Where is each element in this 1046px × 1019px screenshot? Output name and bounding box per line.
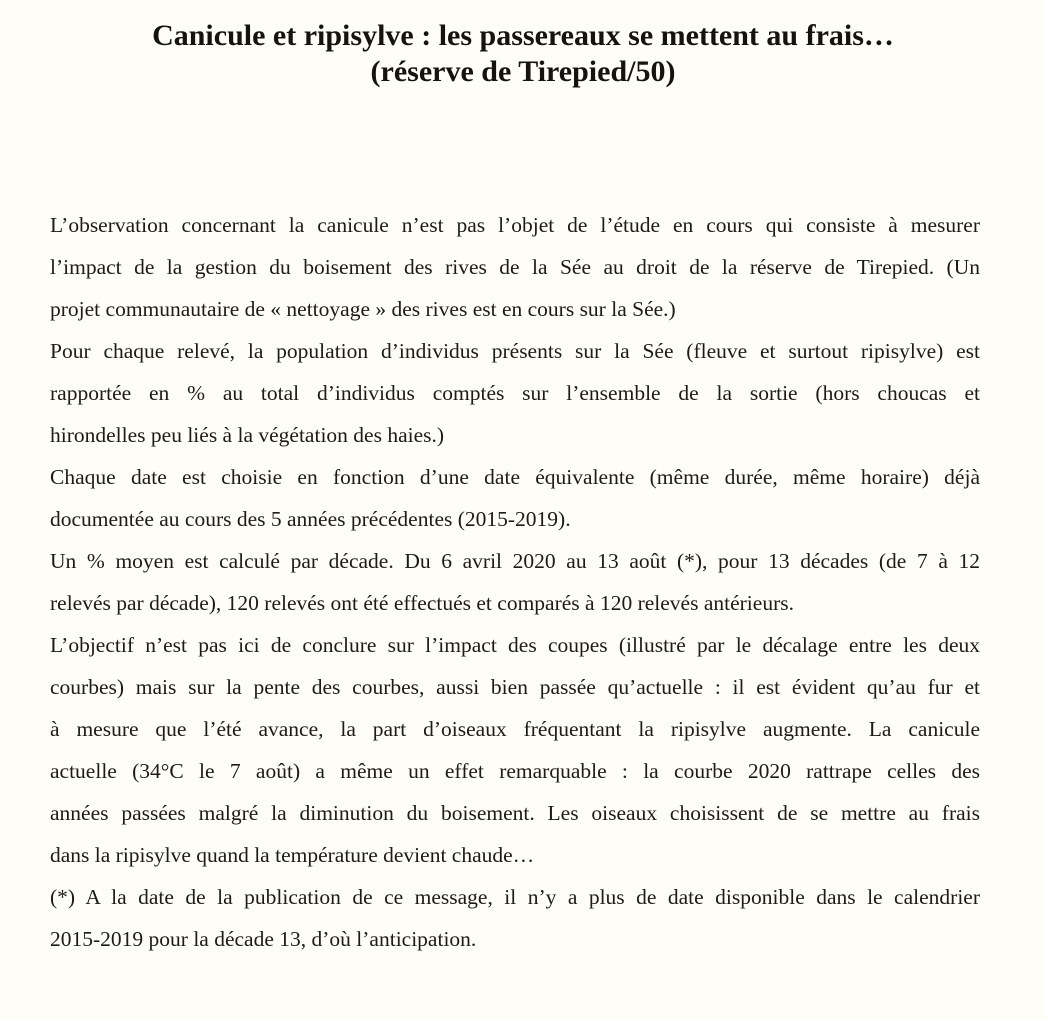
text-line: courbes) mais sur la pente des courbes, aussi bien passée qu’actuelle : il est évident qu’au fur et — [50, 675, 980, 699]
text-line: relevés par décade), 120 relevés ont été effectués et comparés à 120 relevés antérieurs. — [50, 591, 794, 615]
text-line: l’impact de la gestion du boisement des rives de la Sée au droit de la réserve de Tirepied. (Un — [50, 255, 980, 279]
text-line: 2015-2019 pour la décade 13, d’où l’anticipation. — [50, 927, 477, 951]
text-line: projet communautaire de « nettoyage » des rives est en cours sur la Sée.) — [50, 297, 676, 321]
text-line: L’observation concernant la canicule n’est pas l’objet de l’étude en cours qui consiste à mesurer — [50, 213, 980, 237]
text-line: documentée au cours des 5 années précédentes (2015-2019). — [50, 507, 571, 531]
text-line: (*) A la date de la publication de ce message, il n’y a plus de date disponible dans le calendrier — [50, 885, 980, 909]
document-title — [0, 18, 1046, 90]
document-body — [50, 204, 980, 960]
text-line: Un % moyen est calculé par décade. Du 6 avril 2020 au 13 août (*), pour 13 décades (de 7 à 12 — [50, 549, 980, 573]
paragraph-study-context — [50, 204, 980, 330]
text-line: années passées malgré la diminution du boisement. Les oiseaux choisissent de se mettre au frais — [50, 801, 980, 825]
text-line: dans la ripisylve quand la température devient chaude… — [50, 843, 535, 867]
title-line-1: Canicule et ripisylve : les passereaux se mettent au frais… — [152, 19, 894, 52]
paragraph-decade-average — [50, 540, 980, 624]
text-line: à mesure que l’été avance, la part d’oiseaux fréquentant la ripisylve augmente. La canicule — [50, 717, 980, 741]
text-line: L’objectif n’est pas ici de conclure sur l’impact des coupes (illustré par le décalage entre les deux — [50, 633, 980, 657]
text-line: Chaque date est choisie en fonction d’une date équivalente (même durée, même horaire) déjà — [50, 465, 980, 489]
paragraph-footnote — [50, 876, 980, 960]
text-line: Pour chaque relevé, la population d’individus présents sur la Sée (fleuve et surtout ripisylve) est — [50, 339, 980, 363]
paragraph-date-selection — [50, 456, 980, 540]
paragraph-objective — [50, 624, 980, 876]
title-line-2: (réserve de Tirepied/50) — [370, 55, 676, 88]
text-line: rapportée en % au total d’individus comptés sur l’ensemble de la sortie (hors choucas et — [50, 381, 980, 405]
text-line: hirondelles peu liés à la végétation des haies.) — [50, 423, 445, 447]
paragraph-method — [50, 330, 980, 456]
text-line: actuelle (34°C le 7 août) a même un effet remarquable : la courbe 2020 rattrape celles des — [50, 759, 980, 783]
